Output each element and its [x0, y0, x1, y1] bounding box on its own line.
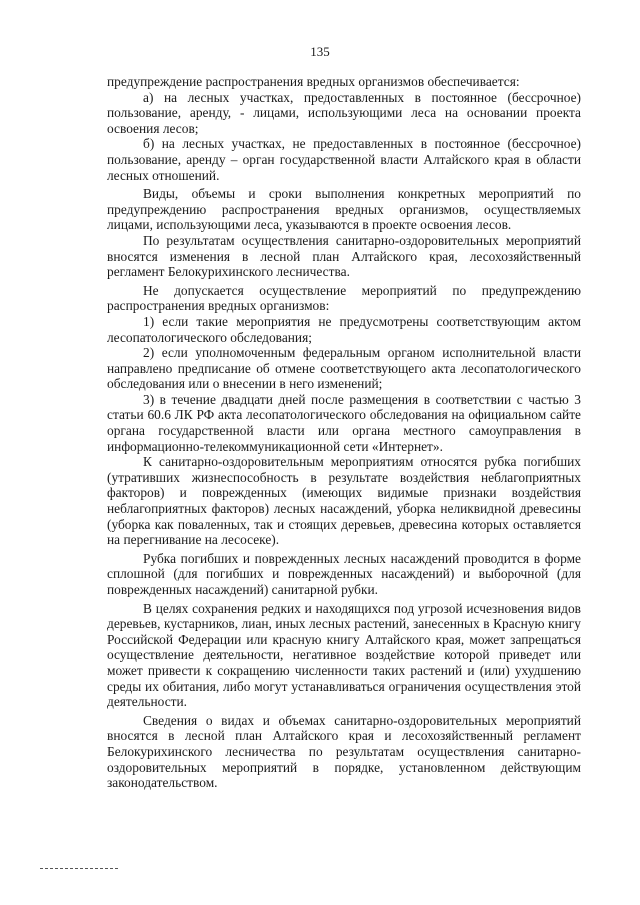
- paragraph-rare-species: В целях сохранения редких и находящихся под угрозой исчезновения видов деревьев, кустарников, лиан, иных лесных растений, занесенных в Красную книгу Российской Федерации или красную книгу Алтайского края, может запрещаться осуществление деятельности, негативное воздействие которой приведет или может привести к сокращению численности таких растений и (или) ухудшению среды их обитания, либо могут устанавливаться ограничения осуществления этой деятельности.: [107, 600, 581, 710]
- paragraph-not-allowed: Не допускается осуществление мероприятий по предупреждению распространения вредных организмов:: [107, 282, 581, 314]
- paragraph-types-volumes: Виды, объемы и сроки выполнения конкретных мероприятий по предупреждению распространения вредных организмов, осуществляемых лицами, использующими леса, указываются в проекте освоения лесов.: [107, 186, 581, 233]
- paragraph-item-1: 1) если такие мероприятия не предусмотрены соответствующим актом лесопатологического обследования;: [107, 313, 581, 345]
- document-body: [107, 74, 581, 791]
- footnote-separator: [40, 868, 118, 869]
- paragraph-item-b: б) на лесных участках, не предоставленных в постоянное (бессрочное) пользование, аренду – орган государственной власти Алтайского края в области лесных отношений.: [107, 136, 581, 183]
- paragraph-continuation: предупреждение распространения вредных организмов обеспечивается:: [107, 74, 520, 89]
- paragraph-item-2: 2) если уполномоченным федеральным органом исполнительной власти направлено предписание об отмене соответствующего акта лесопатологического обследования или о внесении в него изменений;: [107, 345, 581, 392]
- paragraph-results: По результатам осуществления санитарно-оздоровительных мероприятий вносятся изменения в лесной план Алтайского края, лесохозяйственный регламент Белокурихинского лесничества.: [107, 232, 581, 280]
- paragraph-item-a: а) на лесных участках, предоставленных в постоянное (бессрочное) пользование, аренду, - лицами, использующими леса на основании проекта освоения лесов;: [107, 89, 581, 136]
- paragraph-felling: Рубка погибших и поврежденных лесных насаждений проводится в форме сплошной (для погибших и поврежденных насаждений) и выборочной (для поврежденных насаждений) санитарной рубки.: [107, 550, 581, 597]
- page-number: 135: [310, 44, 330, 59]
- paragraph-item-3: 3) в течение двадцати дней после размещения в соответствии с частью 3 статьи 60.6 ЛК РФ акта лесопатологического обследования на официальном сайте органа государственной власти или органа местного самоуправления в информационно-телекоммуникационной сети «Интернет».: [107, 391, 581, 454]
- paragraph-sanitary-measures: К санитарно-оздоровительным мероприятиям относятся рубка погибших (утративших жизнеспособность в результате воздействия неблагоприятных факторов) и поврежденных (имеющих видимые признаки воздействия неблагоприятных факторов) лесных насаждений, уборка неликвидной древесины (уборка как поваленных, так и стоящих деревьев, древесина которых оставляется на перегнивание на лесосеке).: [107, 454, 581, 548]
- paragraph-information: Сведения о видах и объемах санитарно-оздоровительных мероприятий вносятся в лесной план Алтайского края и лесохозяйственный регламент Белокурихинского лесничества по результатам осуществления санитарно-оздоровительных мероприятий в порядке, установленном действующим законодательством.: [107, 712, 581, 791]
